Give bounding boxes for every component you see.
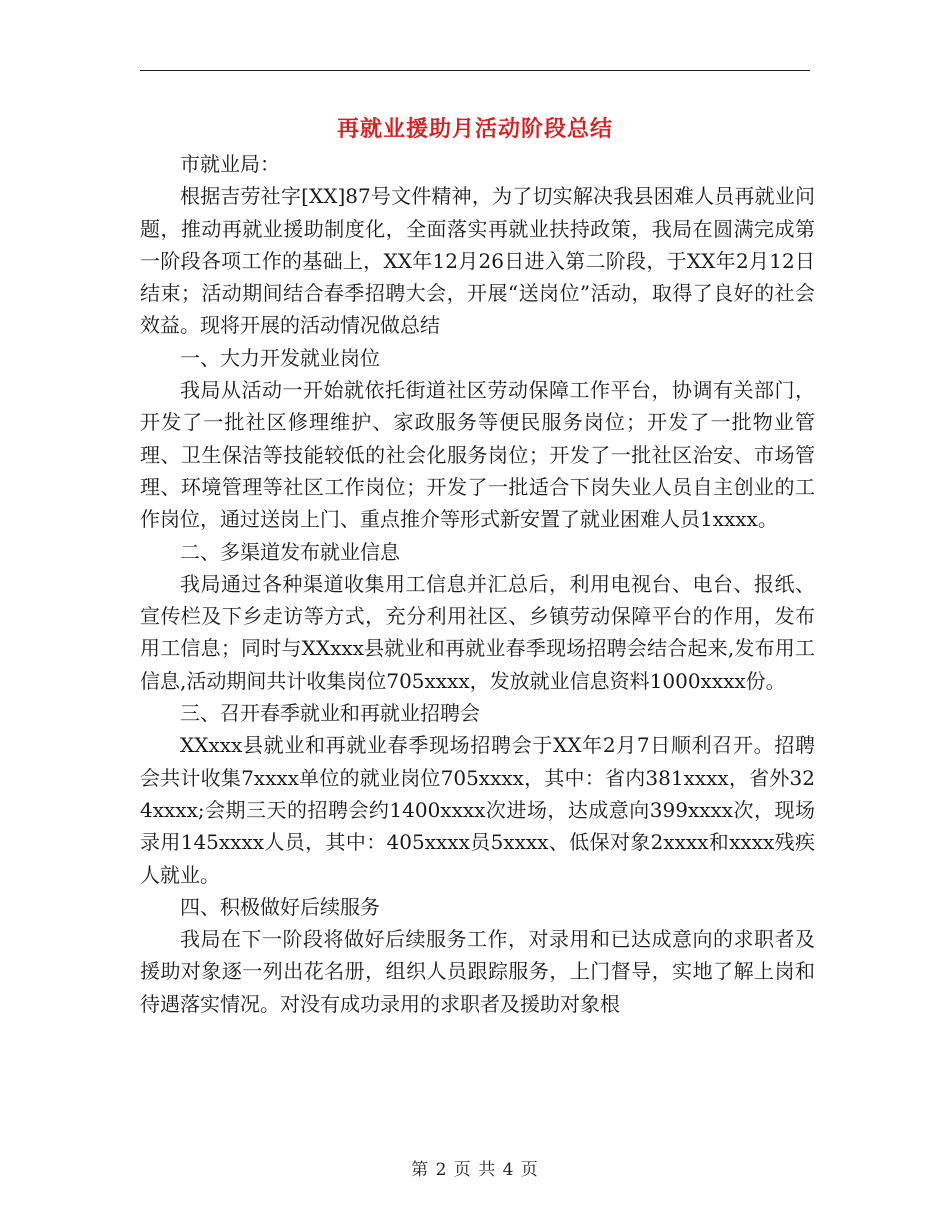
section-heading-4: 四、积极做好后续服务 [180, 894, 380, 919]
paragraph-section-3: XXxxx县就业和再就业春季现场招聘会于XX年2月7日顺利召开。招聘会共计收集7xxxx单位的就业岗位705xxxx，其中：省内381xxxx，省外324xxxx;会期三天的招聘会约1400xxxx次进场，达成意向399xxxx次，现场录用145xxxx人员，其中：405xxxx员5xxxx、低保对象2xxxx和xxxx残疾人就业。 [140, 733, 815, 887]
document-body [140, 148, 815, 1020]
paragraph-section-1: 我局从活动一开始就依托街道社区劳动保障工作平台，协调有关部门，开发了一批社区修理维护、家政服务等便民服务岗位；开发了一批物业管理、卫生保洁等技能较低的社会化服务岗位；开发了一批社区治安、市场管理、环境管理等社区工作岗位；开发了一批适合下岗失业人员自主创业的工作岗位，通过送岗上门、重点推介等形式新安置了就业困难人员1xxxx。 [140, 378, 815, 532]
paragraph-section-2: 我局通过各种渠道收集用工信息并汇总后，利用电视台、电台、报纸、宣传栏及下乡走访等方式，充分利用社区、乡镇劳动保障平台的作用，发布用工信息；同时与XXxxx县就业和再就业春季现场招聘会结合起来,发布用工信息,活动期间共计收集岗位705xxxx，发放就业信息资料1000xxxx份。 [140, 571, 815, 693]
paragraph-section-4: 我局在下一阶段将做好后续服务工作，对录用和已达成意向的求职者及援助对象逐一列出花名册，组织人员跟踪服务，上门督导，实地了解上岗和待遇落实情况。对没有成功录用的求职者及援助对象根 [140, 927, 815, 1016]
header-rule [140, 70, 810, 71]
section-heading-2: 二、多渠道发布就业信息 [180, 539, 400, 564]
document-title: 再就业援助月活动阶段总结 [336, 116, 613, 142]
section-heading-1: 一、大力开发就业岗位 [180, 345, 380, 370]
section-heading-3: 三、召开春季就业和再就业招聘会 [180, 701, 480, 726]
paragraph-intro: 根据吉劳社字[XX]87号文件精神，为了切实解决我县困难人员再就业问题，推动再就业援助制度化，全面落实再就业扶持政策，我局在圆满完成第一阶段各项工作的基础上，XX年12月26日进入第二阶段，于XX年2月12日结束；活动期间结合春季招聘大会，开展“送岗位”活动，取得了良好的社会效益。现将开展的活动情况做总结 [140, 184, 815, 338]
page-number-footer: 第 2 页 共 4 页 [411, 1160, 539, 1180]
salutation: 市就业局： [180, 152, 280, 176]
